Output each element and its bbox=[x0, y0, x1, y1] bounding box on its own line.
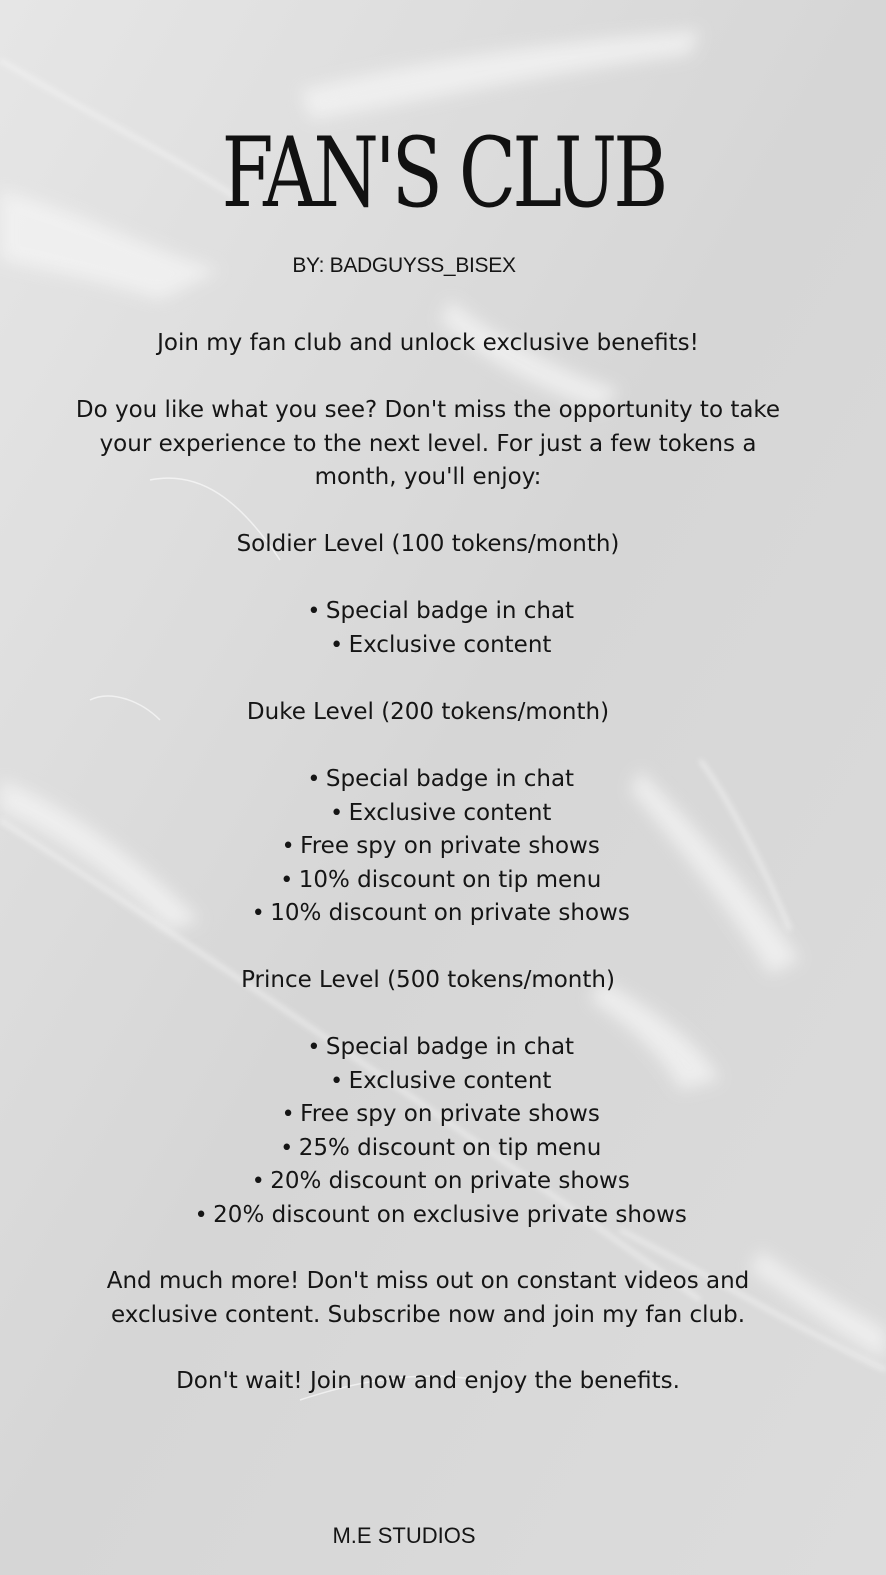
prince-benefits bbox=[0, 1031, 876, 1232]
benefit-list bbox=[0, 1031, 876, 1232]
level-title: Prince Level (500 tokens/month) bbox=[241, 967, 615, 993]
level-duke bbox=[0, 696, 856, 730]
pitch-line: your experience to the next level. For just a few tokens a bbox=[99, 430, 757, 457]
benefit-item: • Special badge in chat bbox=[0, 595, 876, 629]
benefit-item: • 10% discount on tip menu bbox=[0, 864, 876, 898]
level-prince bbox=[0, 964, 856, 998]
closing-paragraph bbox=[0, 1265, 856, 1332]
benefit-item: • Exclusive content bbox=[0, 629, 876, 663]
closing-line: exclusive content. Subscribe now and join my fan club. bbox=[110, 1301, 746, 1328]
pitch-paragraph bbox=[0, 394, 856, 495]
closing-line: And much more! Don't miss out on constant videos and bbox=[106, 1268, 750, 1294]
benefit-item: • 10% discount on private shows bbox=[0, 897, 876, 931]
benefit-item: • Special badge in chat bbox=[0, 763, 876, 797]
intro-section bbox=[0, 327, 856, 361]
pitch-line: Do you like what you see? Don't miss the opportunity to take bbox=[75, 397, 781, 423]
benefit-list bbox=[0, 595, 876, 662]
soldier-benefits bbox=[0, 595, 876, 662]
studio-credit: M.E STUDIOS bbox=[332, 1523, 476, 1548]
benefit-list bbox=[0, 763, 876, 931]
benefit-item: • 20% discount on exclusive private shows bbox=[0, 1199, 876, 1233]
benefit-item: • 20% discount on private shows bbox=[0, 1165, 876, 1199]
level-title: Soldier Level (100 tokens/month) bbox=[236, 531, 620, 557]
benefit-item: • Special badge in chat bbox=[0, 1031, 876, 1065]
cta-text: Don't wait! Join now and enjoy the benefits. bbox=[176, 1368, 680, 1394]
level-soldier bbox=[0, 528, 856, 562]
benefit-item: • Exclusive content bbox=[0, 1065, 876, 1099]
benefit-item: • Exclusive content bbox=[0, 797, 876, 831]
intro-headline: Join my fan club and unlock exclusive benefits! bbox=[157, 330, 699, 356]
author-byline: BY: BADGUYSS_BISEX bbox=[292, 254, 516, 277]
benefit-item: • 25% discount on tip menu bbox=[0, 1132, 876, 1166]
call-to-action bbox=[0, 1365, 856, 1399]
level-title: Duke Level (200 tokens/month) bbox=[246, 699, 610, 725]
page-title: FAN'S CLUB bbox=[221, 117, 665, 229]
benefit-item: • Free spy on private shows bbox=[0, 1098, 876, 1132]
benefit-item: • Free spy on private shows bbox=[0, 830, 876, 864]
pitch-line: month, you'll enjoy: bbox=[314, 464, 542, 490]
duke-benefits bbox=[0, 763, 876, 931]
